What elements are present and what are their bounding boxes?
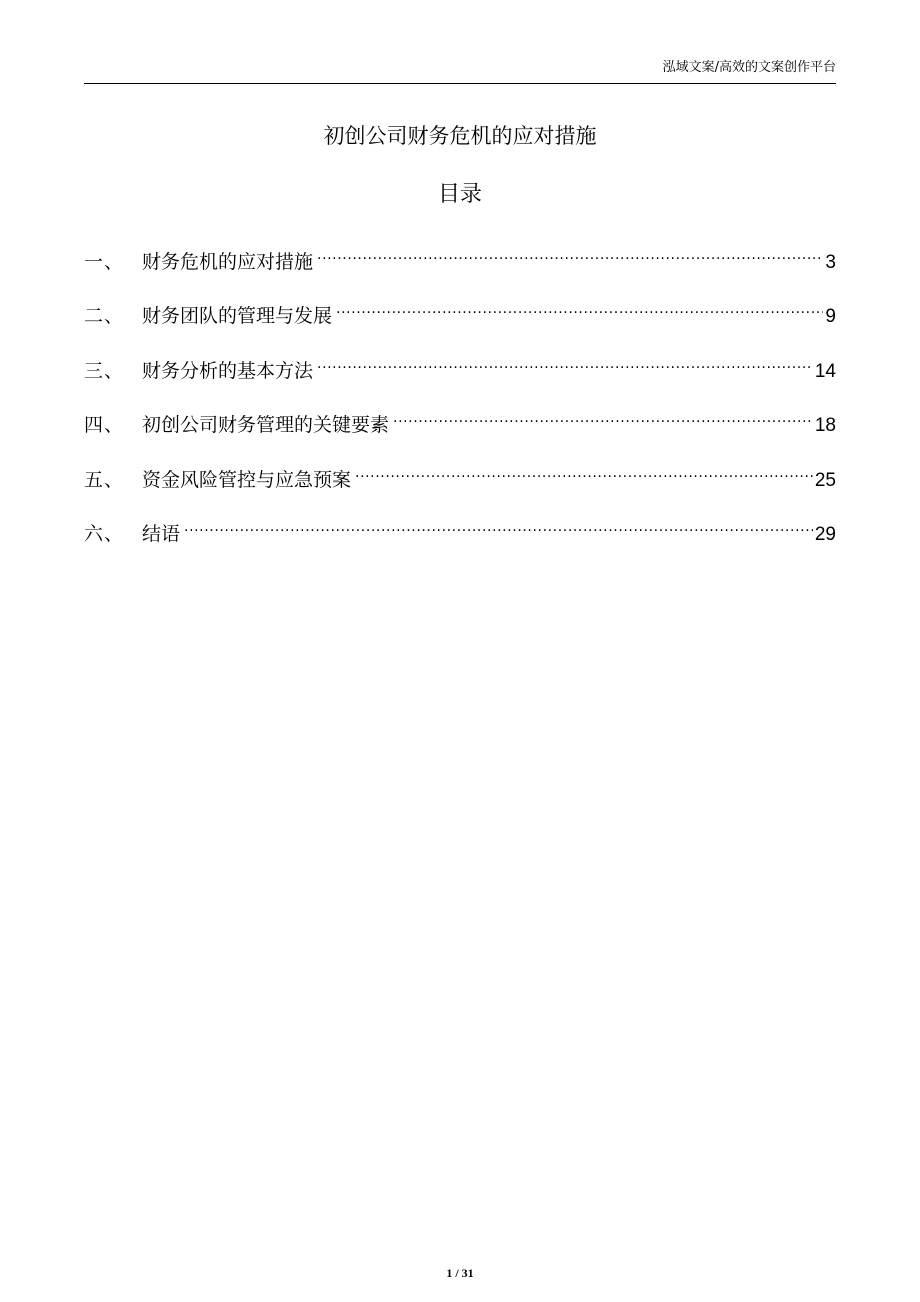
toc-item[interactable] — [84, 452, 836, 506]
toc-item-title: 财务团队的管理与发展 — [142, 305, 333, 328]
toc-item-page: 14 — [814, 360, 836, 382]
toc-item-title: 财务危机的应对措施 — [142, 251, 314, 273]
toc-item[interactable] — [84, 343, 836, 397]
toc-dot-leader — [336, 288, 823, 322]
toc-item-number: 一、 — [84, 251, 125, 273]
toc-dot-leader — [393, 397, 813, 431]
toc-dot-leader — [317, 234, 823, 268]
toc-item-title: 财务分析的基本方法 — [142, 359, 314, 382]
document-title: 初创公司财务危机的应对措施 — [323, 124, 597, 148]
toc-item-number: 三、 — [84, 359, 125, 382]
toc-item-page: 18 — [814, 415, 836, 437]
toc-dot-leader — [317, 343, 813, 377]
toc-item-page: 29 — [814, 523, 836, 545]
toc-item-title: 资金风险管控与应急预案 — [142, 468, 352, 491]
header-brand: 泓域文案/高效的文案创作平台 — [662, 60, 836, 75]
toc-item-page: 3 — [825, 252, 836, 273]
toc-heading: 目录 — [437, 182, 482, 207]
toc-dot-leader — [355, 452, 813, 486]
toc-dot-leader — [184, 506, 813, 540]
toc-item[interactable] — [84, 234, 836, 288]
toc-item-title: 初创公司财务管理的关键要素 — [142, 414, 390, 437]
table-of-contents — [84, 234, 836, 560]
toc-item[interactable] — [84, 506, 836, 560]
toc-item-title: 结语 — [142, 522, 181, 545]
toc-item-number: 六、 — [84, 522, 125, 545]
toc-item-page: 9 — [825, 306, 836, 328]
toc-item-page: 25 — [814, 469, 836, 491]
toc-item-number: 四、 — [84, 414, 125, 437]
toc-item[interactable] — [84, 397, 836, 451]
toc-item-number: 五、 — [84, 468, 125, 491]
toc-item[interactable] — [84, 288, 836, 342]
toc-item-number: 二、 — [84, 305, 125, 328]
page-number: 1 / 31 — [446, 1266, 474, 1280]
header-divider — [84, 83, 836, 84]
